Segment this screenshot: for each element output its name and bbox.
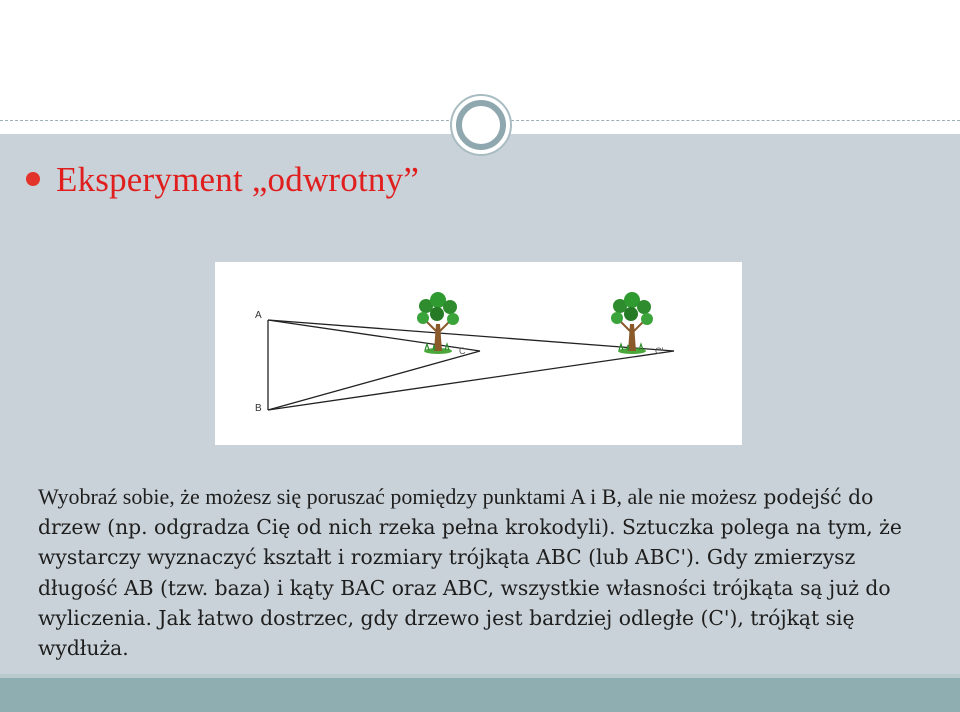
body-first-line: Wyobraź sobie, że możesz się poruszać pomiędzy punktami A i B, ale nie możesz <box>38 484 757 509</box>
slide-title: Eksperyment „odwrotny” <box>56 159 420 199</box>
label-c-prime: C' <box>655 346 664 356</box>
circle-ornament-icon <box>449 93 513 157</box>
title-row <box>26 154 419 204</box>
slide-body-text <box>38 482 928 663</box>
label-b: B <box>255 403 262 414</box>
bullet-icon <box>26 172 40 186</box>
label-a: A <box>255 310 262 321</box>
label-c: C <box>459 346 466 356</box>
footer-divider <box>0 674 960 678</box>
slide-footer-band <box>0 674 960 712</box>
body-rest: podejść do drzew (np. odgradza Cię od nich rzeka pełna krokodyli). Sztuczka polega na tym, że wystarczy wyznaczyć kształt i rozmiary trójkąta ABC (lub ABC'). Gdy zmierzysz długość AB (tzw. baza) i kąty BAC oraz ABC, wszystkie własności trójkąta są już do wyliczenia. Jak łatwo dostrzec, gdy drzewo jest bardziej odległe (C'), trójkąt się wydłuża. <box>38 485 902 661</box>
triangulation-diagram <box>215 262 742 445</box>
